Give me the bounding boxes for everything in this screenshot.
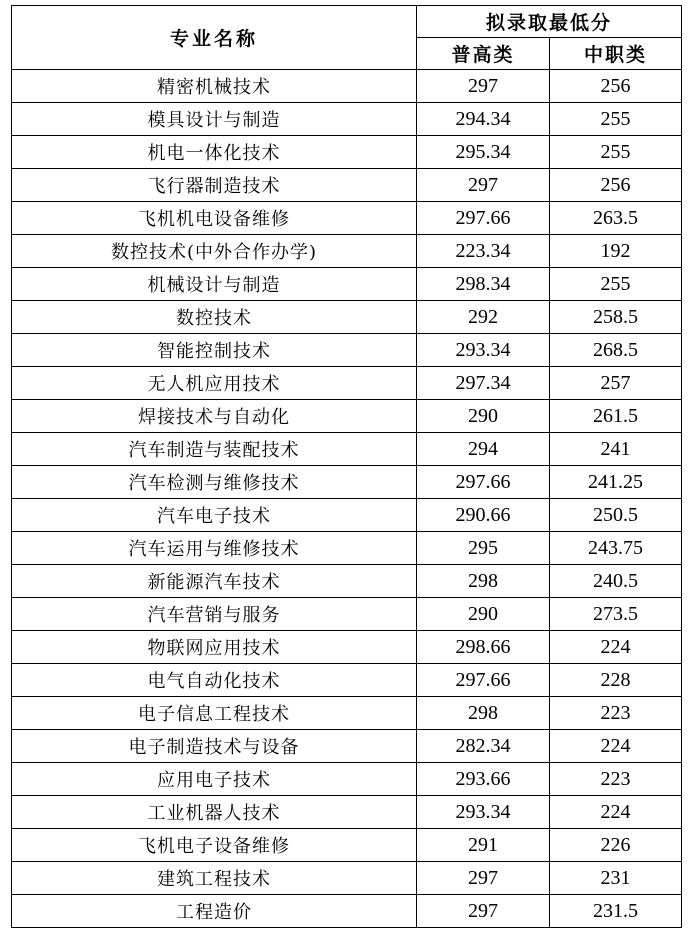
general-score-cell: 292 — [417, 301, 550, 334]
general-score-cell: 297.34 — [417, 367, 550, 400]
major-name-cell: 工业机器人技术 — [12, 796, 417, 829]
general-score-cell: 290 — [417, 400, 550, 433]
general-score-cell: 297.66 — [417, 466, 550, 499]
vocational-score-cell: 192 — [550, 235, 682, 268]
table-row — [12, 829, 682, 862]
major-name-cell: 汽车运用与维修技术 — [12, 532, 417, 565]
vocational-score-cell: 241 — [550, 433, 682, 466]
table-row — [12, 598, 682, 631]
major-name-cell: 汽车营销与服务 — [12, 598, 417, 631]
major-name-cell: 智能控制技术 — [12, 334, 417, 367]
vocational-score-cell: 256 — [550, 70, 682, 103]
major-name-cell: 数控技术 — [12, 301, 417, 334]
general-score-cell: 291 — [417, 829, 550, 862]
table-row — [12, 532, 682, 565]
general-score-cell: 295 — [417, 532, 550, 565]
major-name-cell: 无人机应用技术 — [12, 367, 417, 400]
major-name-cell: 应用电子技术 — [12, 763, 417, 796]
table-row — [12, 466, 682, 499]
major-name-cell: 工程造价 — [12, 895, 417, 928]
vocational-score-cell: 273.5 — [550, 598, 682, 631]
general-score-cell: 297.66 — [417, 202, 550, 235]
general-score-cell: 298.66 — [417, 631, 550, 664]
vocational-score-cell: 231 — [550, 862, 682, 895]
vocational-score-cell: 255 — [550, 268, 682, 301]
general-score-cell: 293.66 — [417, 763, 550, 796]
major-name-cell: 物联网应用技术 — [12, 631, 417, 664]
table-row — [12, 697, 682, 730]
major-name-cell: 汽车制造与装配技术 — [12, 433, 417, 466]
table-row — [12, 136, 682, 169]
general-score-cell: 298 — [417, 565, 550, 598]
table-row — [12, 268, 682, 301]
table-row — [12, 862, 682, 895]
table-row — [12, 334, 682, 367]
general-score-cell: 294.34 — [417, 103, 550, 136]
major-name-cell: 焊接技术与自动化 — [12, 400, 417, 433]
vocational-score-cell: 231.5 — [550, 895, 682, 928]
major-name-cell: 模具设计与制造 — [12, 103, 417, 136]
major-name-cell: 机械设计与制造 — [12, 268, 417, 301]
major-name-cell: 机电一体化技术 — [12, 136, 417, 169]
general-score-cell: 294 — [417, 433, 550, 466]
major-name-cell: 电子制造技术与设备 — [12, 730, 417, 763]
table-row — [12, 169, 682, 202]
header-row-1 — [12, 6, 682, 38]
major-name-cell: 电气自动化技术 — [12, 664, 417, 697]
table-row — [12, 499, 682, 532]
min-score-header: 拟录取最低分 — [417, 6, 682, 38]
table-row — [12, 202, 682, 235]
major-name-cell: 精密机械技术 — [12, 70, 417, 103]
major-name-header: 专业名称 — [12, 6, 417, 70]
general-score-cell: 297 — [417, 70, 550, 103]
vocational-score-cell: 255 — [550, 136, 682, 169]
vocational-score-cell: 228 — [550, 664, 682, 697]
table-row — [12, 730, 682, 763]
table-row — [12, 367, 682, 400]
vocational-score-cell: 256 — [550, 169, 682, 202]
major-name-cell: 新能源汽车技术 — [12, 565, 417, 598]
general-score-cell: 298.34 — [417, 268, 550, 301]
general-header: 普高类 — [417, 38, 550, 70]
vocational-score-cell: 226 — [550, 829, 682, 862]
vocational-score-cell: 240.5 — [550, 565, 682, 598]
major-name-cell: 飞机电子设备维修 — [12, 829, 417, 862]
vocational-score-cell: 255 — [550, 103, 682, 136]
major-name-cell: 飞机机电设备维修 — [12, 202, 417, 235]
table-row — [12, 235, 682, 268]
vocational-score-cell: 223 — [550, 697, 682, 730]
vocational-score-cell: 263.5 — [550, 202, 682, 235]
general-score-cell: 297 — [417, 895, 550, 928]
table-row — [12, 631, 682, 664]
vocational-score-cell: 268.5 — [550, 334, 682, 367]
general-score-cell: 290.66 — [417, 499, 550, 532]
general-score-cell: 223.34 — [417, 235, 550, 268]
major-name-cell: 汽车检测与维修技术 — [12, 466, 417, 499]
vocational-score-cell: 224 — [550, 796, 682, 829]
general-score-cell: 297 — [417, 169, 550, 202]
table-row — [12, 103, 682, 136]
general-score-cell: 282.34 — [417, 730, 550, 763]
general-score-cell: 298 — [417, 697, 550, 730]
table-row — [12, 565, 682, 598]
vocational-score-cell: 243.75 — [550, 532, 682, 565]
major-name-cell: 飞行器制造技术 — [12, 169, 417, 202]
vocational-score-cell: 250.5 — [550, 499, 682, 532]
vocational-score-cell: 257 — [550, 367, 682, 400]
major-name-cell: 数控技术(中外合作办学) — [12, 235, 417, 268]
general-score-cell: 290 — [417, 598, 550, 631]
general-score-cell: 297.66 — [417, 664, 550, 697]
table-row — [12, 70, 682, 103]
general-score-cell: 293.34 — [417, 796, 550, 829]
table-row — [12, 796, 682, 829]
major-name-cell: 建筑工程技术 — [12, 862, 417, 895]
table-row — [12, 301, 682, 334]
vocational-header: 中职类 — [550, 38, 682, 70]
table-body — [12, 70, 682, 928]
general-score-cell: 297 — [417, 862, 550, 895]
vocational-score-cell: 258.5 — [550, 301, 682, 334]
table-row — [12, 895, 682, 928]
general-score-cell: 293.34 — [417, 334, 550, 367]
table-row — [12, 400, 682, 433]
vocational-score-cell: 241.25 — [550, 466, 682, 499]
vocational-score-cell: 224 — [550, 631, 682, 664]
major-name-cell: 汽车电子技术 — [12, 499, 417, 532]
admission-score-table — [11, 5, 682, 928]
major-name-cell: 电子信息工程技术 — [12, 697, 417, 730]
general-score-cell: 295.34 — [417, 136, 550, 169]
table-row — [12, 664, 682, 697]
table-row — [12, 763, 682, 796]
vocational-score-cell: 261.5 — [550, 400, 682, 433]
table-row — [12, 433, 682, 466]
vocational-score-cell: 224 — [550, 730, 682, 763]
vocational-score-cell: 223 — [550, 763, 682, 796]
